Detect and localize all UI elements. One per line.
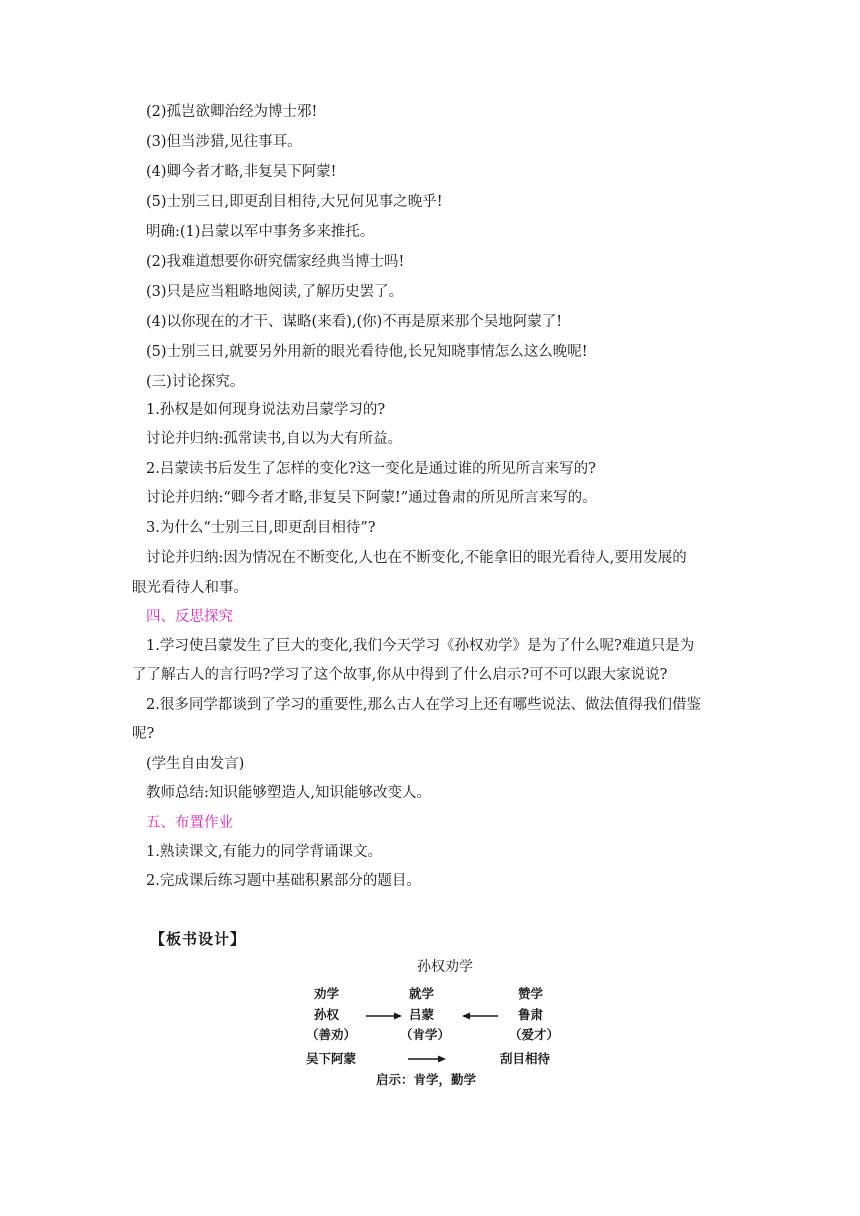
left-verb: 劝学: [314, 986, 340, 1001]
section-heading-homework: 五、布置作业: [146, 815, 233, 831]
body-line: (3)只是应当粗略地阅读,了解历史罢了。: [146, 284, 404, 300]
answer-line: 讨论并归纳:因为情况在不断变化,人也在不断变化,不能拿旧的眼光看待人,要用发展的: [146, 550, 687, 566]
body-line-cont: 了了解古人的言行吗?学习了这个故事,你从中得到了什么启示?可不可以跟大家说说?: [132, 667, 668, 683]
body-line: 1.学习使吕蒙发生了巨大的变化,我们今天学习《孙权劝学》是为了什么呢?难道只是为: [146, 638, 695, 654]
question-line: 2.吕蒙读书后发生了怎样的变化?这一变化是通过谁的所见所言来写的?: [146, 461, 596, 477]
right-name: 鲁肃: [518, 1007, 544, 1022]
body-line: (5)士别三日,即更刮目相待,大兄何见事之晚乎!: [146, 194, 443, 210]
board-diagram-title: 孙权劝学: [417, 959, 473, 975]
homework-item: 2.完成课后练习题中基础积累部分的题目。: [146, 873, 421, 889]
body-line: (3)但当涉猎,见往事耳。: [146, 134, 302, 150]
teacher-summary: 教师总结:知识能够塑造人,知识能够改变人。: [146, 785, 431, 801]
bottom-right-phrase: 刮目相待: [500, 1051, 551, 1066]
body-line: (2)我难道想要你研究儒家经典当博士吗!: [146, 254, 405, 270]
board-design-title: 【板书设计】: [150, 930, 247, 948]
body-line: 明确:(1)吕蒙以军中事务多来推托。: [146, 224, 375, 240]
answer-line-cont: 眼光看待人和事。: [132, 580, 248, 596]
body-line: (5)士别三日,就要另外用新的眼光看待他,长兄知晓事情怎么这么晚呢!: [146, 344, 588, 360]
left-note: （善劝）: [306, 1027, 357, 1042]
left-name: 孙权: [314, 1007, 340, 1022]
body-line: (4)卿今者才略,非复吴下阿蒙!: [146, 164, 337, 180]
mid-verb: 就学: [409, 986, 435, 1001]
body-line: (4)以你现在的才干、谋略(来看),(你)不再是原来那个吴地阿蒙了!: [146, 314, 563, 330]
bottom-left-phrase: 吴下阿蒙: [306, 1051, 357, 1066]
right-note: （爱才）: [509, 1027, 560, 1042]
board-diagram: [300, 956, 570, 1090]
right-verb: 赞学: [518, 986, 544, 1001]
mid-note: （肯学）: [400, 1027, 451, 1042]
homework-item: 1.熟读课文,有能力的同学背诵课文。: [146, 844, 382, 860]
subsection-heading: (三)讨论探究。: [146, 374, 245, 390]
body-line: (学生自由发言): [146, 756, 245, 772]
body-line: 2.很多同学都谈到了学习的重要性,那么古人在学习上还有哪些说法、做法值得我们借鉴: [146, 697, 701, 713]
question-line: 1.孙权是如何现身说法劝吕蒙学习的?: [146, 402, 386, 418]
section-heading-reflection: 四、反思探究: [146, 609, 233, 625]
body-line-cont: 呢?: [132, 726, 155, 742]
left-arrow-icon: [462, 1011, 498, 1021]
answer-line: 讨论并归纳:孤常读书,自以为大有所益。: [146, 431, 402, 447]
mid-name: 吕蒙: [409, 1007, 435, 1022]
body-line: (2)孤岂欲卿治经为博士邪!: [146, 104, 318, 120]
right-arrow-icon: [408, 1054, 446, 1064]
insight: 启示：肯学，勤学: [376, 1072, 477, 1087]
question-line: 3.为什么“士别三日,即更刮目相待”?: [146, 520, 376, 536]
answer-line: 讨论并归纳:“卿今者才略,非复吴下阿蒙!”通过鲁肃的所见所言来写的。: [146, 490, 597, 506]
right-arrow-icon: [366, 1011, 402, 1021]
